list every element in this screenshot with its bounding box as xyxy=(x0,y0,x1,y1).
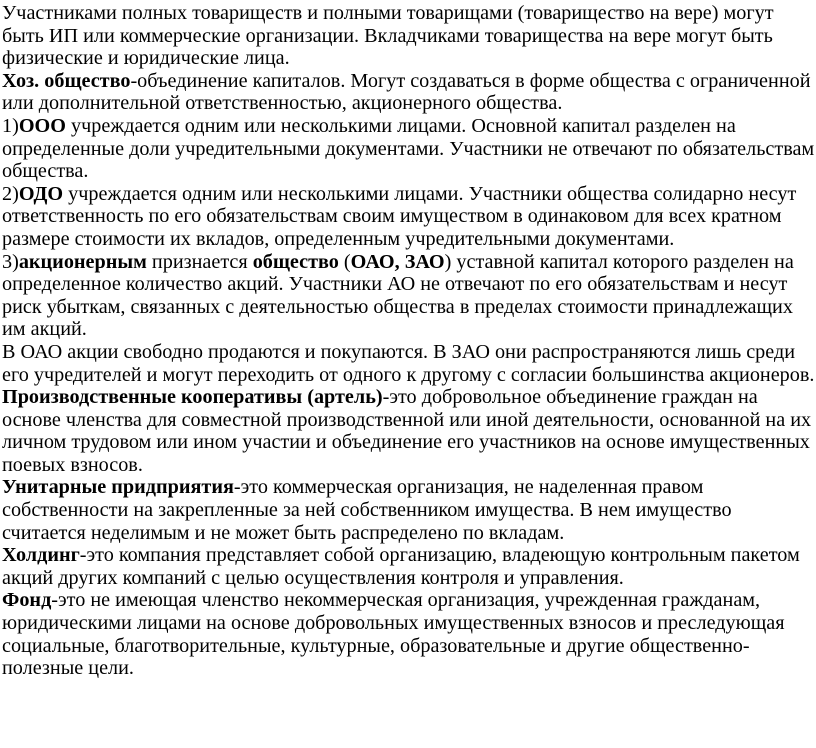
paragraph-oao-zao xyxy=(2,341,816,386)
paragraph-text: Участниками полных товариществ и полными товарищами (товарищество на вере) могут быть ИП или коммерческие организации. Вкладчиками товарищества на вере могут быть физические и юридические лица. xyxy=(2,2,774,70)
paragraph-text-fragment: признается xyxy=(146,250,253,273)
paragraph-ooo xyxy=(2,115,816,183)
term-company: общество xyxy=(252,250,339,273)
paragraph-text-fragment: ( xyxy=(338,250,351,273)
item-number: 1) xyxy=(2,114,19,137)
paragraph-odo xyxy=(2,183,816,251)
term-odo: ОДО xyxy=(18,182,64,205)
term-cooperatives: Производственные кооперативы (артель) xyxy=(2,386,383,409)
term-unitary-enterprises: Унитарные придприятия xyxy=(2,476,234,499)
paragraph-text: -это добровольное объединение граждан на основе членства для совместной производственной или иной деятельности, основанной на их личном трудовом или ином участии и объединение его участников на основе имущественных поевых взносов. xyxy=(2,386,812,476)
paragraph-text: В ОАО акции свободно продаются и покупаются. В ЗАО они распространяются лишь среди его учредителей и могут переходить от одного к другому с согласии большинства акционеров. xyxy=(2,340,815,386)
paragraph-cooperatives xyxy=(2,386,816,476)
item-number: 2) xyxy=(2,182,19,205)
paragraph-text: ) уставной капитал которого разделен на определенное количество акций. Участники АО не отвечают по его обязательствам и несут риск убыткам, связанных с деятельностью общества в пределах стоимости принадлежащих им акций. xyxy=(2,250,794,341)
paragraph-joint-stock xyxy=(2,251,816,341)
term-joint-stock: акционерным xyxy=(18,250,147,273)
paragraph-partnership-participants xyxy=(2,2,816,70)
paragraph-text: -это не имеющая членство некоммерческая организация, учрежденная гражданам, юридическими лицами на основе добровольных имущественных взносов и преследующая социальные, благотворительные, культурные, образовательные и другие общественно-полезные цели. xyxy=(2,589,785,680)
paragraph-text: учреждается одним или несколькими лицами. Участники общества солидарно несут ответственность по его обязательствам своим имуществом в одинаковом для всех кратном размере стоимости их вкладов, определенным учредительными документами. xyxy=(2,182,797,250)
paragraph-unitary-enterprises xyxy=(2,476,816,544)
paragraph-business-company xyxy=(2,70,816,115)
term-business-company: Хоз. общество xyxy=(2,69,131,92)
paragraph-text: -это компания представляет собой организацию, владеющую контрольным пакетом акций других компаний с целью осуществления контроля и управления. xyxy=(2,544,800,589)
paragraph-text: -объединение капиталов. Могут создаваться в форме общества с ограниченной или дополнительной ответственностью, акционерного общества. xyxy=(2,69,811,115)
paragraph-text: -это коммерческая организация, не наделенная правом собственности на закрепленные за ней собственником имущества. В нем имущество считается неделимым и не может быть распределено по вкладам. xyxy=(2,476,732,544)
paragraph-text: учреждается одним или несколькими лицами. Основной капитал разделен на определенные доли учредительными документами. Участники не отвечают по обязательствам общества. xyxy=(2,114,815,183)
item-number: 3) xyxy=(2,250,19,273)
term-oao-zao: ОАО, ЗАО xyxy=(350,250,445,273)
term-holding: Холдинг xyxy=(2,544,80,567)
paragraph-holding xyxy=(2,544,816,589)
term-fund: Фонд xyxy=(2,589,52,612)
paragraph-fund xyxy=(2,589,816,679)
term-ooo: ООО xyxy=(18,114,66,137)
